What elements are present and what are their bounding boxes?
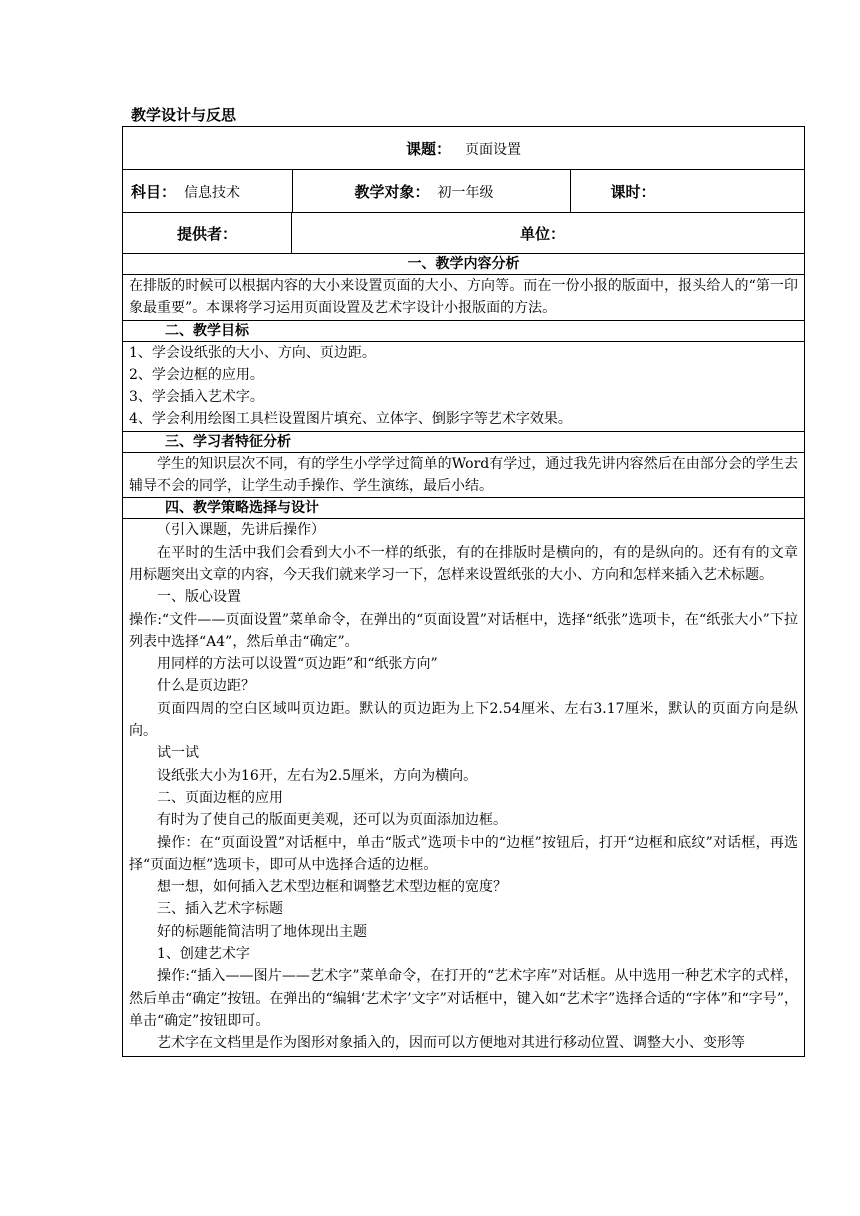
- section1-title-row: [123, 254, 805, 275]
- section1-title: 一、教学内容分析: [123, 254, 805, 275]
- provider-label: 提供者：: [176, 224, 237, 243]
- strategy-paragraph: 页面四周的空白区域叫页边距。默认的页边距为上下2.54厘米、左右3.17厘米，默认的页面方向是纵向。: [129, 700, 798, 740]
- strategy-paragraph: 什么是页边距？: [157, 678, 255, 695]
- strategy-paragraph: 想一想，如何插入艺术型边框和调整艺术型边框的宽度？: [157, 879, 507, 896]
- unit-cell: [292, 213, 805, 254]
- strategy-paragraph: 艺术字在文档里是作为图形对象插入的，因而可以方便地对其进行移动位置、调整大小、变形等: [157, 1035, 745, 1052]
- topic-label: 课题：: [405, 139, 451, 158]
- section3-title-row: [123, 431, 805, 452]
- goal-item: 4、学会利用绘图工具栏设置图片填充、立体字、倒影字等艺术字效果。: [129, 411, 572, 428]
- strategy-paragraph: 试一试: [157, 745, 199, 762]
- goal-item: 2、学会边框的应用。: [129, 366, 264, 383]
- section3-title: 三、学习者特征分析: [123, 431, 805, 452]
- strategy-paragraph: 设纸张大小为16开，左右为2.5厘米，方向为横向。: [157, 767, 478, 784]
- section2-title: 二、教学目标: [123, 320, 805, 341]
- strategy-paragraph: 1、创建艺术字: [157, 946, 250, 963]
- subject-subtable: [123, 170, 805, 212]
- topic-value: 页面设置: [465, 141, 521, 158]
- audience-value: 初一年级: [437, 184, 494, 201]
- section4-body: [123, 519, 805, 1056]
- section4-body-row: [123, 519, 805, 1056]
- section1-body-row: [123, 275, 805, 321]
- strategy-paragraph: 三、插入艺术字标题: [157, 901, 283, 918]
- goal-item: 1、学会设纸张的大小、方向、页边距。: [129, 344, 376, 361]
- strategy-paragraph: 有时为了使自己的版面更美观，还可以为页面添加边框。: [157, 812, 507, 829]
- hours-label: 课时：: [610, 182, 656, 201]
- hours-cell: [570, 170, 805, 212]
- section1-body: 在排版的时候可以根据内容的大小来设置页面的大小、方向等。而在一份小报的版面中，报头给人的“第一印象最重要”。本课将学习运用页面设置及艺术字设计小报版面的方法。: [123, 275, 805, 321]
- document-title: 教学设计与反思: [131, 106, 237, 124]
- section2-body-row: [123, 341, 805, 431]
- strategy-paragraph: （引入课题，先讲后操作）: [157, 522, 325, 539]
- audience-label: 教学对象：: [354, 182, 430, 201]
- subject-label: 科目：: [131, 182, 177, 201]
- lesson-plan-table: [122, 126, 805, 1057]
- subject-cell: [123, 170, 292, 212]
- strategy-paragraph: 二、页面边框的应用: [157, 789, 283, 806]
- goal-item: 3、学会插入艺术字。: [129, 389, 264, 406]
- section3-body-row: [123, 452, 805, 498]
- unit-label: 单位：: [520, 224, 566, 243]
- strategy-paragraph: 用同样的方法可以设置“页边距”和“纸张方向”: [157, 656, 438, 673]
- provider-row: [123, 213, 805, 254]
- strategy-paragraph: 操作：在“页面设置”对话框中，单击“版式”选项卡中的“边框”按钮后，打开“边框和底纹”对话框，再选择“页面边框”选项卡，即可从中选择合适的边框。: [129, 834, 798, 873]
- strategy-paragraph: 操作:“文件——页面设置”菜单命令，在弹出的“页面设置”对话框中，选择“纸张”选项卡，在“纸张大小”下拉列表中选择“A4”，然后单击“确定”。: [129, 611, 798, 650]
- strategy-paragraph: 在平时的生活中我们会看到大小不一样的纸张，有的在排版时是横向的，有的是纵向的。还有有的文章用标题突出文章的内容，今天我们就来学习一下，怎样来设置纸张的大小、方向和怎样来插入艺术标题。: [129, 544, 798, 583]
- subject-row: [123, 170, 805, 213]
- strategy-paragraph: 操作:“插入——图片——艺术字”菜单命令，在打开的“艺术字库”对话框。从中选用一种艺术字的式样，然后单击“确定”按钮。在弹出的“编辑‘艺术字’文字”对话框中，键入如“艺术字”选择合适的“字体”和“字号”，单击“确定”按钮即可。: [129, 968, 798, 1029]
- provider-cell: [123, 213, 292, 254]
- topic-row: [123, 127, 805, 170]
- subject-value: 信息技术: [184, 184, 241, 201]
- section2-title-row: [123, 320, 805, 341]
- section2-body: [123, 341, 805, 431]
- strategy-paragraph: 一、版心设置: [157, 589, 241, 606]
- section3-body: 学生的知识层次不同，有的学生小学学过简单的Word有学过，通过我先讲内容然后在由部分会的学生去辅导不会的同学，让学生动手操作、学生演练，最后小结。: [123, 452, 805, 498]
- subject-row-cell: [123, 170, 805, 213]
- topic-cell: [123, 127, 805, 170]
- section4-title-row: [123, 498, 805, 519]
- strategy-paragraph: 好的标题能简洁明了地体现出主题: [157, 923, 367, 940]
- audience-cell: [292, 170, 570, 212]
- section4-title: 四、教学策略选择与设计: [123, 498, 805, 519]
